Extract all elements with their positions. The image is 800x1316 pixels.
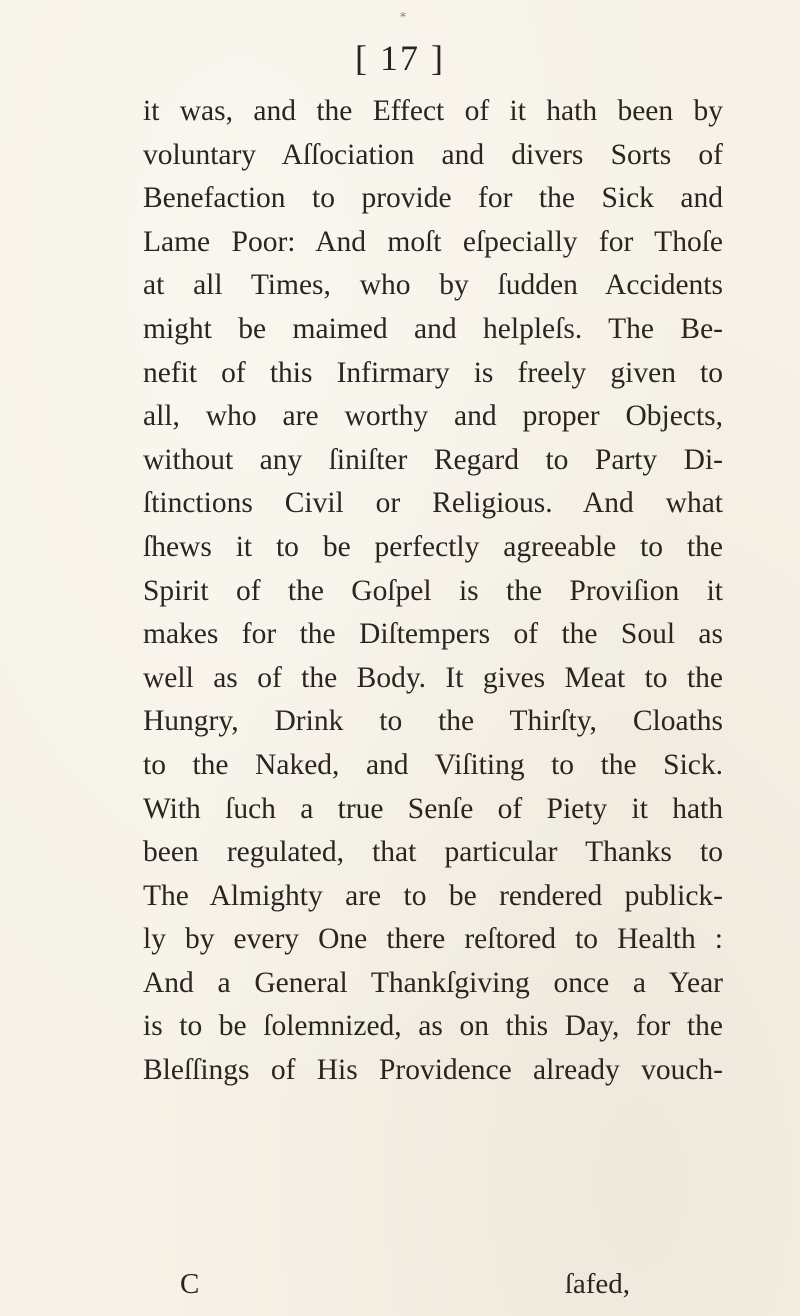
- page-footer: [180, 1262, 630, 1306]
- signature-mark: C: [180, 1268, 200, 1300]
- text-line: Spirit of the Goſpel is the Proviſion it: [143, 574, 723, 607]
- text-line: voluntary Aſſociation and divers Sorts of: [143, 138, 723, 171]
- text-line: all, who are worthy and proper Objects,: [143, 400, 723, 433]
- text-line: Bleſſings of His Providence already vouch-: [143, 1054, 723, 1087]
- text-line: to the Naked, and Viſiting to the Sick.: [143, 748, 723, 781]
- text-line: been regulated, that particular Thanks to: [143, 836, 723, 869]
- text-line: And a General Thankſgiving once a Year: [143, 966, 723, 999]
- text-line: ſtinctions Civil or Religious. And what: [143, 487, 723, 520]
- catchword: ſafed,: [564, 1268, 630, 1300]
- text-line: well as of the Body. It gives Meat to the: [143, 661, 723, 694]
- text-line: at all Times, who by ſudden Accidents: [143, 269, 723, 302]
- ornament-mark: *: [400, 10, 406, 24]
- text-line: might be maimed and helpleſs. The Be-: [143, 312, 723, 345]
- text-line: makes for the Diſtempers of the Soul as: [143, 618, 723, 651]
- text-line: Benefaction to provide for the Sick and: [143, 182, 723, 215]
- page-number: [ 17 ]: [355, 38, 445, 78]
- text-line: Hungry, Drink to the Thirſty, Cloaths: [143, 705, 723, 738]
- text-line: Lame Poor: And moſt eſpecially for Thoſe: [143, 225, 723, 258]
- text-line: it was, and the Effect of it hath been by: [143, 95, 723, 127]
- text-line: without any ſiniſter Regard to Party Di-: [143, 443, 723, 476]
- body-text: [143, 90, 723, 1093]
- text-line: The Almighty are to be rendered publick-: [143, 879, 723, 912]
- text-line: ly by every One there reſtored to Health :: [143, 923, 723, 956]
- text-line: With ſuch a true Senſe of Piety it hath: [143, 792, 723, 825]
- text-line: is to be ſolemnized, as on this Day, for the: [143, 1010, 723, 1043]
- text-line: nefit of this Infirmary is freely given to: [143, 356, 723, 389]
- text-line: ſhews it to be perfectly agreeable to the: [143, 530, 723, 563]
